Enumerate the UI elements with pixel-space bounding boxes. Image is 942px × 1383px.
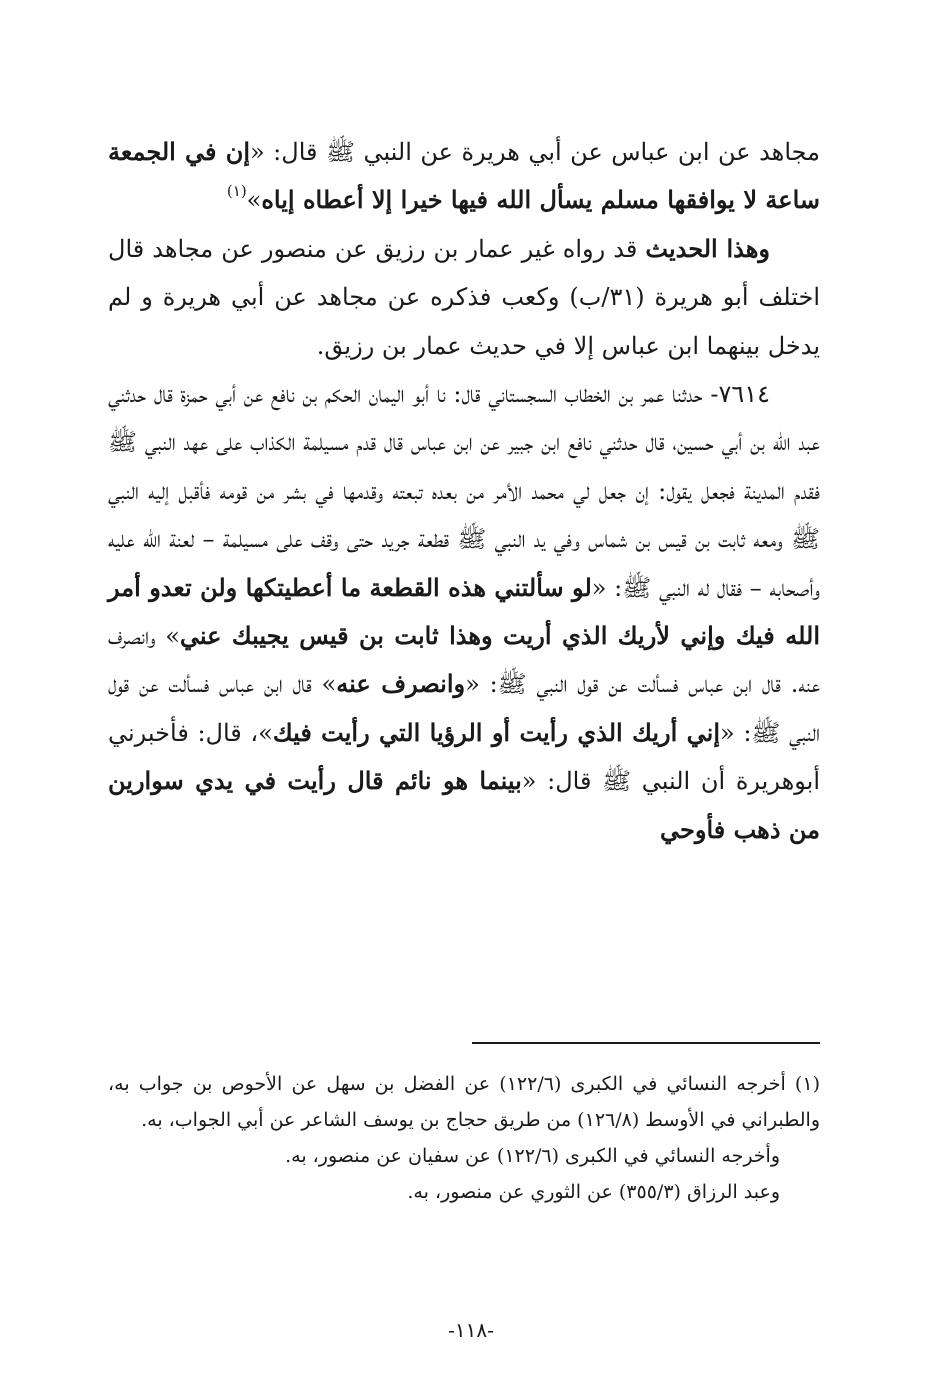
- page-number: -١١٨-: [448, 1318, 494, 1342]
- p3-hadith-d: بينما هو نائم قال رأيت في يدي سوارين من ذهب فأوحي: [108, 766, 820, 844]
- p3-text-a: ٧٦١٤- حدثنا عمر بن الخطاب السجستاني قال: نا أبو اليمان الحكم بن نافع عن أبي حمزة قال حدثني عبد الله بن أبي حسين، قال حدثني نافع ابن جبير عن ابن عباس قال قدم مسيلمة الكذاب على عهد النبي ﷺ فقدم المدينة فجعل يقول: إن جعل لي محمد الأمر من بعده تبعته وقدمها في بشر من قومه فأقبل إليه النبي ﷺ ومعه ثابت بن قيس بن شماس وفي يد النبي ﷺ قطعة جريد حتى وقف على مسيلمة – لعنة الله عليه وأصحابه – فقال له النبي ﷺ: «: [108, 380, 820, 602]
- p2-text: قد رواه غير عمار بن رزيق عن منصور عن مجاهد قال اختلف أبو هريرة (٣١/ب) وكعب فذكره عن مجاهد عن أبي هريرة و لم يدخل بينهما ابن عباس إلا في حديث عمار بن رزيق.: [108, 234, 820, 360]
- main-text: [108, 128, 820, 854]
- p2-lead: وهذا الحديث: [645, 233, 770, 263]
- footnote-1-cont-a: وأخرجه النسائي في الكبرى (١٢٢/٦) عن سفيان عن منصور، به.: [285, 1145, 780, 1167]
- p3-text-c: » قال ابن عباس فسألت عن قول النبي ﷺ: «: [108, 670, 820, 747]
- paragraph-1: [108, 128, 820, 225]
- p3-text-b: » وانصرف عنه. قال ابن عباس فسألت عن قول النبي ﷺ: «: [108, 622, 821, 699]
- p3-text-d: »، قال: فأخبرني أبوهريرة أن النبي ﷺ قال: «: [108, 718, 820, 796]
- footnote-ref-1[interactable]: (١): [226, 182, 247, 201]
- footnotes: [108, 1066, 820, 1210]
- paragraph-2: [108, 225, 820, 370]
- paragraph-3: [108, 370, 820, 854]
- p1-text-a: مجاهد عن ابن عباس عن أبي هريرة عن النبي ﷺ قال: «: [250, 138, 821, 166]
- p1-text-b: »: [246, 186, 262, 215]
- p1-hadith-text: إن في الجمعة ساعة لا يوافقها مسلم يسأل الله فيها خيرا إلا أعطاه إياه: [108, 137, 820, 215]
- p3-hadith-b: وانصرف عنه: [336, 669, 466, 699]
- p3-hadith-c: إني أريك الذي رأيت أو الرؤيا التي رأيت فيك: [272, 717, 720, 747]
- footnote-divider: [472, 1042, 820, 1044]
- p3-hadith-a: لو سألتني هذه القطعة ما أعطيتكها ولن تعدو أمر الله فيك وإني لأريك الذي أريت وهذا ثابت بن قيس يجيبك عني: [108, 572, 820, 651]
- footnote-1-cont-b: وعبد الرزاق (٣٥٥/٣) عن الثوري عن منصور، به.: [407, 1181, 780, 1203]
- footnote-1: (١) أخرجه النسائي في الكبرى (١٢٢/٦) عن الفضل بن سهل عن الأحوص بن جواب به، والطبراني في الأوسط (١٢٦/٨) من طريق حجاج بن يوسف الشاعر عن أبي الجواب، به.: [108, 1073, 820, 1131]
